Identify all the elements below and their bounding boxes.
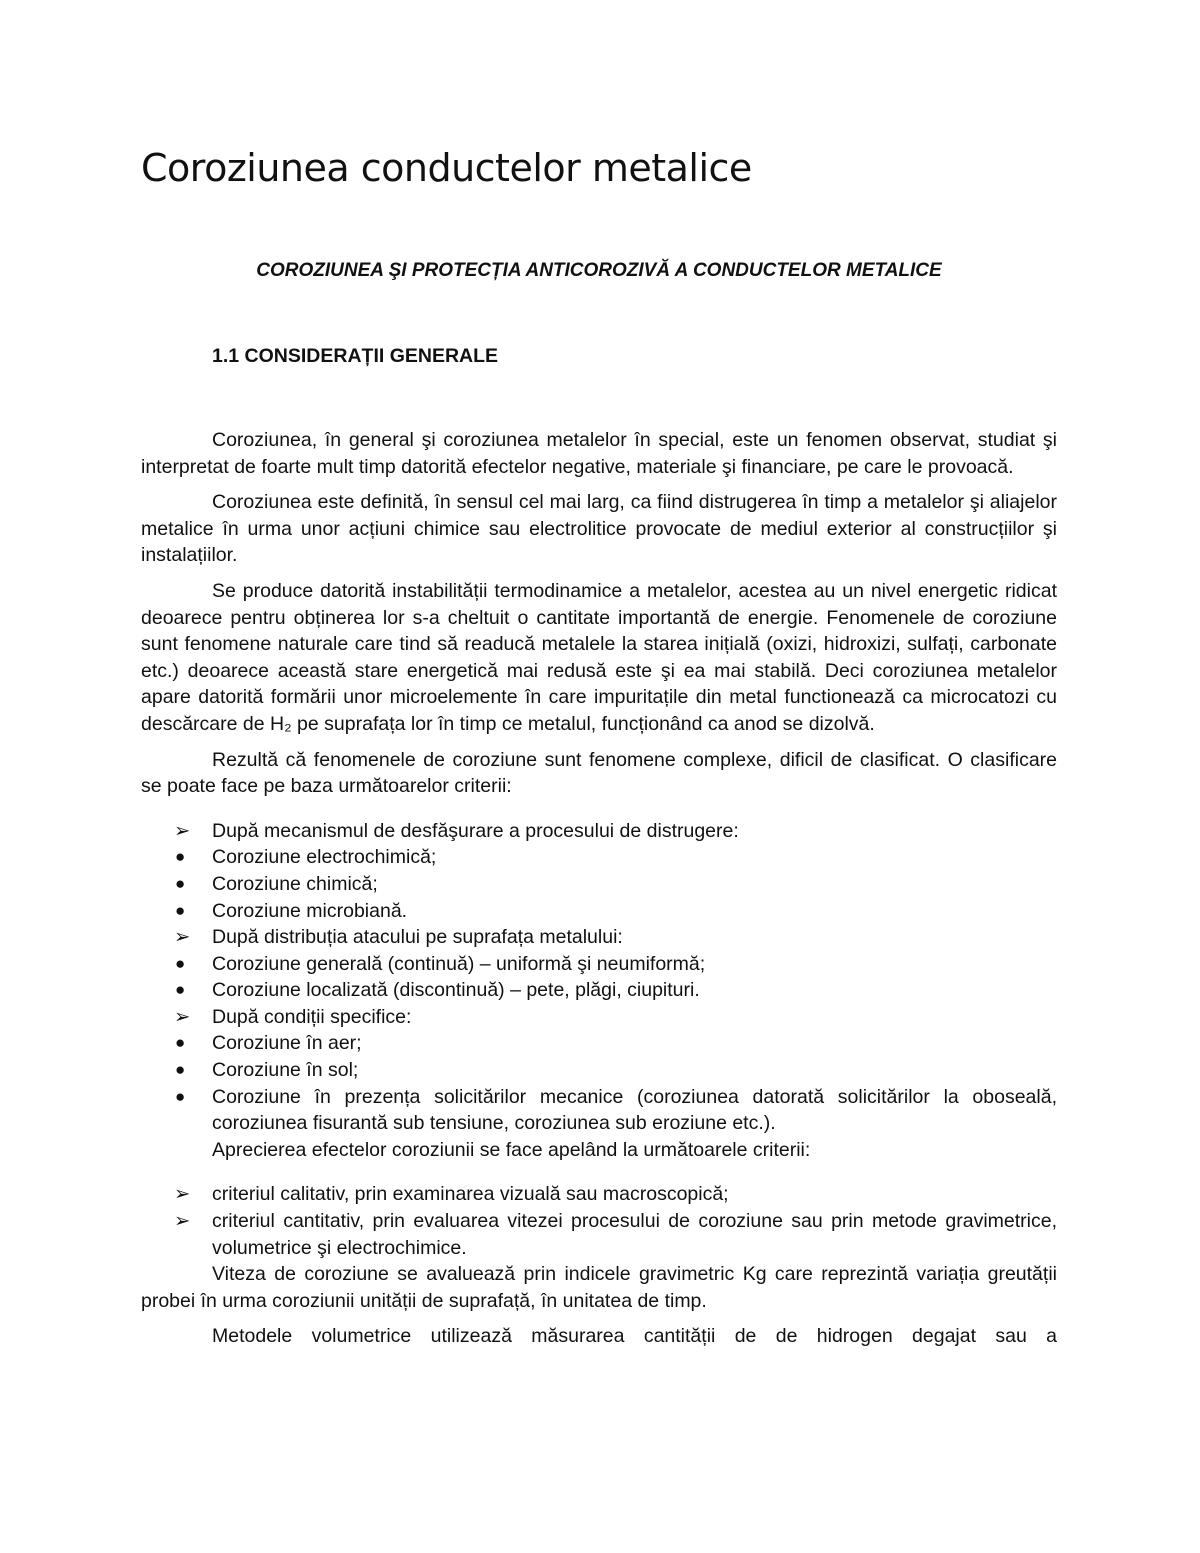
list-item-text: Coroziune localizată (discontinuă) – pete, plăgi, ciupituri.	[212, 979, 700, 1002]
list-item	[175, 1057, 1057, 1084]
paragraph: Coroziunea este definită, în sensul cel mai larg, ca fiind distrugerea în timp a metalelor şi aliajelor metalice în urma unor acțiuni chimice sau electrolitice provocate de mediul exterior al construcțiilor şi instalațiilor.	[141, 491, 1057, 567]
list-item	[175, 844, 1057, 871]
paragraph: Rezultă că fenomenele de coroziune sunt fenomene complexe, dificil de clasificat. O clasificare se poate face pe baza următoarelor criterii:	[141, 748, 1057, 798]
arrow-bullet-icon: ➢	[174, 819, 191, 842]
effects-list	[141, 1181, 1057, 1261]
paragraph: Aprecierea efectelor coroziunii se face apelând la următoarele criterii:	[212, 1138, 811, 1161]
list-item	[175, 977, 1057, 1004]
list-item	[174, 818, 1057, 845]
list-item-text: Coroziune electrochimică;	[212, 846, 437, 869]
arrow-bullet-icon: ➢	[174, 926, 191, 949]
sub-list	[141, 951, 1057, 1004]
list-item	[175, 871, 1057, 898]
document-body	[141, 427, 1057, 1350]
criteria-list	[141, 1004, 1057, 1031]
sub-list	[141, 844, 1057, 924]
paragraph: Metodele volumetrice utilizează măsurarea cantității de de hidrogen degajat sau a	[212, 1325, 1057, 1348]
bullet-icon: ●	[175, 900, 186, 920]
list-item	[174, 1208, 1057, 1261]
bullet-icon: ●	[175, 1086, 186, 1106]
list-item-text: Coroziune generală (continuă) – uniformă şi neumiformă;	[212, 952, 706, 975]
bullet-icon: ●	[175, 953, 186, 973]
arrow-bullet-icon: ➢	[174, 1005, 191, 1028]
section-heading: 1.1 CONSIDERAȚII GENERALE	[212, 345, 499, 367]
list-item-text: Coroziune în sol;	[212, 1059, 359, 1082]
list-item-text: Coroziune în prezența solicitărilor mecanice (coroziunea datorată solicitărilor la oboseală, coroziunea fisurantă sub tensiune, coroziunea sub eroziune etc.).	[212, 1085, 1057, 1135]
list-item-text: Coroziune chimică;	[212, 872, 378, 895]
list-item	[175, 1084, 1057, 1137]
criteria-label: După mecanismul de desfăşurare a procesului de distrugere:	[212, 819, 739, 842]
bullet-icon: ●	[175, 1060, 186, 1080]
bullet-icon: ●	[175, 980, 186, 1000]
list-item-text: Coroziune în aer;	[212, 1032, 362, 1055]
bullet-icon: ●	[175, 847, 186, 867]
paragraph: Viteza de coroziune se avaluează prin indicele gravimetric Kg care reprezintă variația greutății probei în urma coroziunii unității de suprafață, în unitatea de timp.	[141, 1263, 1057, 1312]
paragraph: Se produce datorită instabilității termodinamice a metalelor, acestea au un nivel energetic ridicat deoarece pentru obținerea lor s-a cheltuit o cantitate importantă de energie. Fenomenele de coroziune sunt fenomene naturale care tind să readucă metalele la starea inițială (oxizi, hidroxizi, sulfați, carbonate etc.) deoarece această stare energetică mai redusă este şi ea mai stabilă. Deci coroziunea metalelor apare datorită formării unor microelemente în care impuritațile din metal functionează ca microcatozi cu descărcare de H₂ pe suprafața lor în timp ce metalul, funcționând ca anod se dizolvă.	[141, 579, 1057, 735]
criteria-list	[141, 818, 1057, 845]
criteria-list	[141, 924, 1057, 951]
list-item	[175, 1030, 1057, 1057]
criteria-label: După condiții specifice:	[212, 1005, 412, 1028]
list-item	[174, 1004, 1057, 1031]
bullet-icon: ●	[175, 1033, 186, 1053]
list-item	[174, 924, 1057, 951]
arrow-bullet-icon: ➢	[174, 1210, 191, 1233]
document-title: Coroziunea conductelor metalice	[141, 146, 752, 190]
effect-text: criteriul cantitativ, prin evaluarea vitezei procesului de coroziune sau prin metode gravimetrice, volumetrice şi electrochimice.	[212, 1210, 1057, 1259]
arrow-bullet-icon: ➢	[174, 1183, 191, 1206]
bullet-icon: ●	[175, 873, 186, 893]
effect-text: criteriul calitativ, prin examinarea vizuală sau macroscopică;	[212, 1183, 729, 1206]
sub-list	[141, 1030, 1057, 1136]
document-subtitle: COROZIUNEA ŞI PROTECȚIA ANTICOROZIVĂ A CONDUCTELOR METALICE	[256, 260, 942, 281]
list-item	[175, 951, 1057, 978]
criteria-label: După distribuția atacului pe suprafața metalului:	[212, 926, 623, 949]
list-item-text: Coroziune microbiană.	[212, 899, 408, 922]
list-item	[175, 898, 1057, 925]
paragraph: Coroziunea, în general şi coroziunea metalelor în special, este un fenomen observat, studiat şi interpretat de foarte mult timp datorită efectelor negative, materiale şi financiare, pe care le provoacă.	[141, 429, 1057, 478]
list-item	[174, 1181, 1057, 1208]
